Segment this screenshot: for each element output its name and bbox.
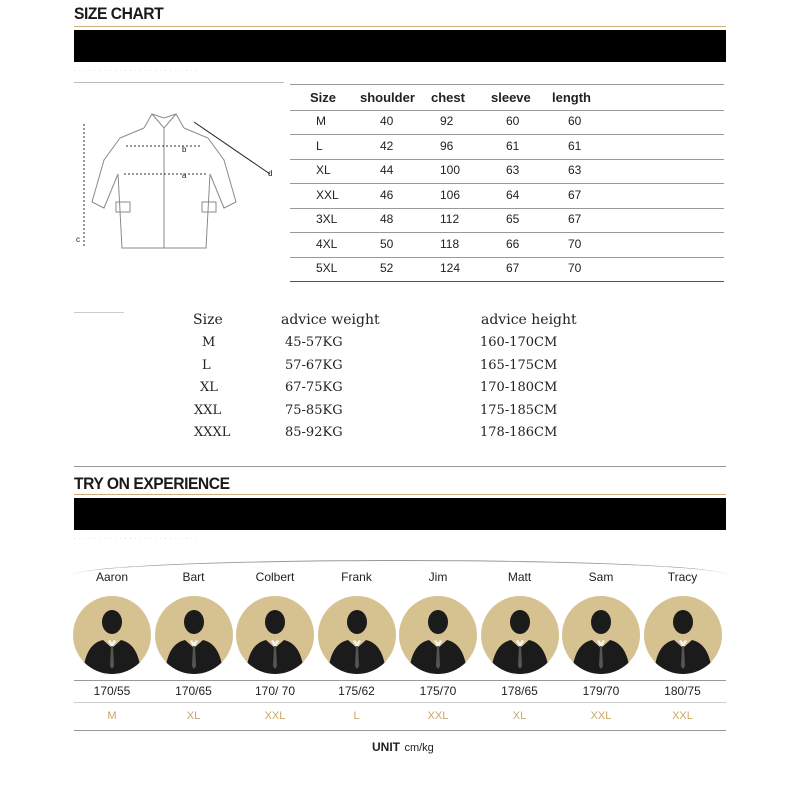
advice-cell: XL bbox=[200, 380, 218, 395]
tryon-title: TRY ON EXPERIENCE bbox=[74, 474, 230, 493]
advice-cell: 178-186CM bbox=[480, 425, 558, 440]
model-height-weight: 179/70 bbox=[582, 684, 620, 698]
size-row-rule bbox=[290, 232, 724, 233]
size-cell: XL bbox=[316, 163, 331, 177]
col-header-shoulder: shoulder bbox=[360, 90, 415, 105]
diagram-label-d: d bbox=[268, 169, 273, 178]
size-chart-banner bbox=[74, 30, 726, 62]
model-silhouette-icon bbox=[644, 596, 722, 674]
model-photo bbox=[236, 596, 314, 674]
size-cell: 42 bbox=[380, 138, 394, 153]
advice-header-height: advice height bbox=[481, 312, 577, 328]
model-silhouette-icon bbox=[236, 596, 314, 674]
model-photo bbox=[155, 596, 233, 674]
size-cell: 96 bbox=[440, 138, 454, 153]
model-height-weight: 178/65 bbox=[501, 684, 538, 698]
model-name: Bart bbox=[182, 570, 205, 584]
size-cell: 44 bbox=[380, 163, 394, 177]
model-size: XXL bbox=[590, 710, 612, 722]
diagram-top-rule bbox=[74, 82, 284, 83]
size-cell: 67 bbox=[506, 261, 520, 275]
model-size: XL bbox=[512, 710, 527, 722]
size-row-rule bbox=[290, 159, 724, 160]
hw-bottom-rule bbox=[74, 702, 726, 703]
size-cell: 60 bbox=[506, 114, 520, 128]
model-silhouette-icon bbox=[562, 596, 640, 674]
size-cell: 63 bbox=[506, 163, 520, 177]
size-cell: L bbox=[316, 138, 323, 153]
model-silhouette-icon bbox=[481, 596, 559, 674]
size-row-rule bbox=[290, 134, 724, 135]
advice-cell: 67-75KG bbox=[285, 380, 343, 395]
diagram-label-c: c bbox=[76, 235, 80, 244]
model-silhouette-icon bbox=[73, 596, 151, 674]
size-cell: 64 bbox=[506, 187, 520, 202]
model-photo bbox=[481, 596, 559, 674]
size-cell: 46 bbox=[380, 187, 394, 202]
size-cell: 61 bbox=[506, 138, 520, 153]
model-silhouette-icon bbox=[318, 596, 396, 674]
size-cell: 3XL bbox=[316, 212, 338, 226]
model-photo bbox=[644, 596, 722, 674]
advice-left-dash bbox=[74, 312, 124, 313]
header-bottom-rule bbox=[290, 110, 724, 111]
model-height-weight: 175/70 bbox=[419, 684, 457, 698]
model-photo bbox=[318, 596, 396, 674]
tryon-caption: · · · · · · · · · · · · · · · · · · · · · · · · · bbox=[74, 536, 198, 542]
model-size: XL bbox=[186, 710, 201, 722]
model-size: XXL bbox=[264, 710, 286, 722]
model-size: XXL bbox=[427, 710, 449, 722]
hw-top-rule bbox=[74, 680, 726, 681]
unit-line bbox=[372, 738, 434, 756]
size-cell: 118 bbox=[440, 236, 460, 251]
size-cell: 92 bbox=[440, 114, 454, 128]
advice-cell: XXXL bbox=[194, 425, 231, 440]
size-cell: XXL bbox=[316, 187, 339, 202]
model-name: Sam bbox=[588, 570, 614, 584]
size-cell: 50 bbox=[380, 236, 394, 251]
model-size: XXL bbox=[672, 710, 693, 722]
model-name: Frank bbox=[341, 570, 372, 584]
size-cell: 70 bbox=[568, 261, 582, 275]
size-cell: 40 bbox=[380, 114, 394, 128]
model-photo bbox=[399, 596, 477, 674]
model-name: Jim bbox=[428, 570, 448, 584]
size-cell: 63 bbox=[568, 163, 582, 177]
model-height-weight: 170/ 70 bbox=[254, 684, 296, 698]
advice-cell: 160-170CM bbox=[480, 335, 558, 350]
size-chart-title: SIZE CHART bbox=[74, 4, 164, 23]
tryon-title-rule bbox=[74, 494, 726, 495]
unit-value: cm/kg bbox=[404, 742, 434, 754]
size-cell: 52 bbox=[380, 261, 394, 275]
size-cell: 70 bbox=[568, 236, 582, 251]
advice-cell: L bbox=[202, 357, 211, 373]
size-cell: 66 bbox=[506, 236, 520, 251]
size-cell: M bbox=[316, 114, 326, 128]
model-height-weight: 170/65 bbox=[175, 684, 212, 698]
size-cell: 124 bbox=[440, 261, 461, 275]
model-name: Matt bbox=[507, 570, 532, 584]
size-row-rule bbox=[290, 257, 724, 258]
size-cell: 5XL bbox=[316, 261, 338, 275]
size-cell: 4XL bbox=[316, 236, 338, 251]
model-silhouette-icon bbox=[155, 596, 233, 674]
banner-caption: · · · · · · · · · · · · · · · · · · · · · · · · · bbox=[74, 68, 198, 74]
header-rule bbox=[290, 84, 724, 85]
model-photo bbox=[73, 596, 151, 674]
advice-header-weight: advice weight bbox=[281, 312, 380, 328]
model-name: Aaron bbox=[95, 570, 129, 584]
col-header-chest: chest bbox=[431, 90, 465, 105]
advice-cell: 45-57KG bbox=[285, 335, 343, 350]
advice-cell: 85-92KG bbox=[285, 425, 343, 440]
advice-cell: M bbox=[202, 335, 216, 350]
size-cell: 112 bbox=[440, 212, 460, 226]
size-cell: 60 bbox=[568, 114, 582, 128]
model-height-weight: 175/62 bbox=[338, 684, 375, 698]
advice-header-size: Size bbox=[193, 312, 223, 328]
model-height-weight: 170/55 bbox=[93, 684, 131, 698]
size-cell: 48 bbox=[380, 212, 394, 226]
advice-cell: 165-175CM bbox=[480, 357, 558, 373]
model-size: M bbox=[107, 710, 117, 722]
advice-cell: 175-185CM bbox=[480, 402, 558, 418]
model-name: Tracy bbox=[667, 570, 698, 584]
size-cell: 67 bbox=[568, 212, 582, 226]
diagram-label-a: a bbox=[182, 171, 187, 180]
size-row-rule bbox=[290, 208, 724, 209]
model-silhouette-icon bbox=[399, 596, 477, 674]
unit-label: UNIT bbox=[372, 740, 400, 754]
model-height-weight: 180/75 bbox=[664, 684, 701, 698]
advice-cell: XXL bbox=[194, 402, 222, 418]
size-row-rule bbox=[290, 183, 724, 184]
size-cell: 65 bbox=[506, 212, 520, 226]
model-photo bbox=[562, 596, 640, 674]
col-header-length: length bbox=[552, 90, 591, 105]
shirt-diagram bbox=[74, 100, 284, 260]
model-name: Colbert bbox=[255, 570, 295, 584]
tryon-top-rule bbox=[74, 466, 726, 467]
size-row-rule bbox=[290, 281, 724, 282]
model-size: L bbox=[353, 710, 360, 722]
size-cell: 100 bbox=[440, 163, 461, 177]
advice-cell: 170-180CM bbox=[480, 380, 558, 395]
advice-cell: 57-67KG bbox=[285, 357, 343, 373]
advice-cell: 75-85KG bbox=[285, 402, 343, 418]
size-cell: 61 bbox=[568, 138, 582, 153]
col-header-sleeve: sleeve bbox=[491, 90, 531, 105]
col-header-size: Size bbox=[310, 90, 337, 105]
fit-bottom-rule bbox=[74, 730, 726, 731]
size-cell: 67 bbox=[568, 187, 582, 202]
title-rule bbox=[74, 26, 726, 27]
tryon-banner bbox=[74, 498, 726, 530]
diagram-label-b: b bbox=[182, 145, 187, 154]
size-cell: 106 bbox=[440, 187, 461, 202]
